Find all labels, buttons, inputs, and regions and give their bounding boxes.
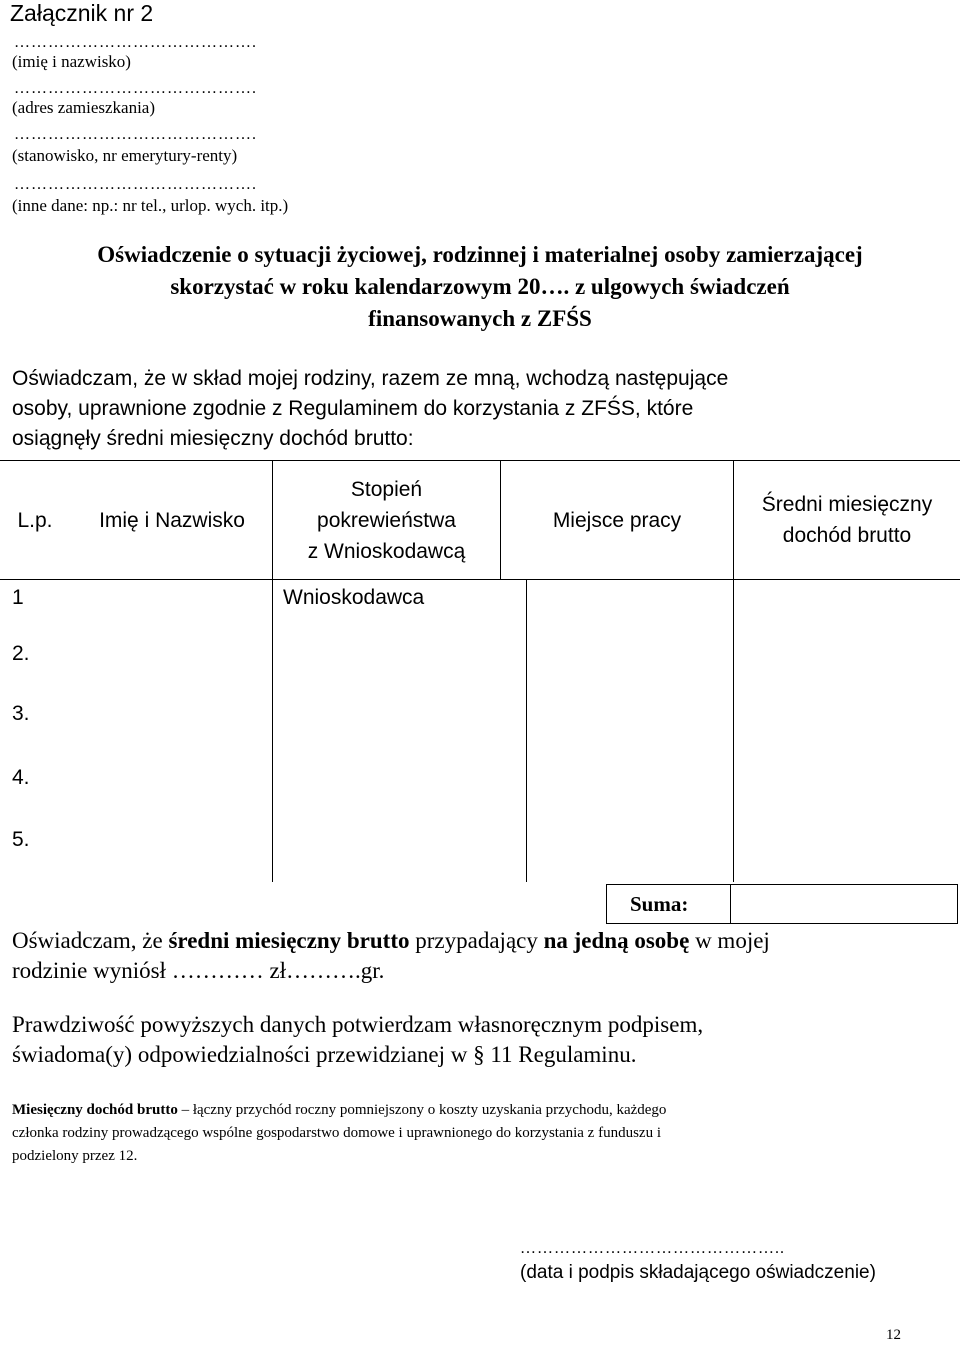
other-data-dots: ……………………………………. [14, 176, 257, 193]
row-1-lp: 1 [12, 586, 24, 609]
definition-term: Miesięczny dochód brutto [12, 1102, 178, 1118]
header-workplace: Miejsce pracy [552, 508, 682, 532]
sum-value-field[interactable] [734, 886, 956, 922]
definition-text: – łączny przychód roczny pomniejszony o koszty uzyskania przychodu, każdego [177, 1102, 667, 1118]
declaration-text: Oświadczam, że [12, 928, 169, 953]
declaration-bold-per-person: na jedną osobę [543, 928, 690, 953]
sum-divider [730, 884, 731, 924]
intro-line-3: osiągnęły średni miesięczny dochód brutto: [12, 427, 414, 450]
form-title-line-3: finansowanych z ZFŚS [368, 306, 592, 331]
header-income-line-1: Średni miesięczny [761, 493, 933, 516]
table-top-border [0, 460, 960, 461]
truth-line-1: Prawdziwość powyższych danych potwierdzam własnoręcznym podpisem, [12, 1012, 704, 1037]
header-relation-line-3: z Wnioskodawcą [307, 540, 466, 563]
form-title-line-2: skorzystać w roku kalendarzowym 20…. z ulgowych świadczeń [170, 274, 790, 299]
intro-line-2: osoby, uprawnione zgodnie z Regulaminem do korzystania z ZFŚS, które [12, 397, 694, 420]
position-dots: ……………………………………. [14, 126, 257, 143]
position-label: (stanowisko, nr emerytury-renty) [12, 146, 238, 165]
declaration-text: w mojej [689, 928, 770, 953]
address-dots: ……………………………………. [14, 80, 257, 97]
definition-line-1 [12, 1102, 666, 1119]
page-number: 12 [886, 1327, 901, 1343]
address-label: (adres zamieszkania) [12, 98, 155, 117]
declaration-line-2: rodzinie wyniósł ………… zł……….gr. [12, 958, 385, 983]
truth-line-2: świadoma(y) odpowiedzialności przewidzianej w § 11 Regulaminu. [12, 1042, 637, 1067]
definition-line-3: podzielony przez 12. [12, 1148, 138, 1164]
row-2-lp: 2. [12, 642, 30, 665]
table-column-divider [526, 579, 527, 882]
definition-line-2: członka rodziny prowadzącego wspólne gospodarstwo domowe i uprawnionego do korzystania z funduszu i [12, 1125, 661, 1141]
header-income-line-2: dochód brutto [782, 524, 912, 547]
row-3-lp: 3. [12, 702, 30, 725]
intro-line-1: Oświadczam, że w skład mojej rodziny, razem ze mną, wchodzą następujące [12, 367, 729, 390]
signature-dots: ……………………………………….. [520, 1240, 785, 1257]
name-label: (imię i nazwisko) [12, 52, 131, 71]
row-5-lp: 5. [12, 828, 30, 851]
row-4-lp: 4. [12, 766, 30, 789]
header-relation-line-2: pokrewieństwa [317, 509, 456, 532]
declaration-text: przypadający [409, 928, 544, 953]
header-relation-line-1: Stopień [350, 478, 423, 501]
annex-title: Załącznik nr 2 [10, 0, 154, 26]
table-header-bottom-border [0, 579, 960, 580]
sum-label: Suma: [630, 892, 689, 916]
name-dots: ……………………………………. [14, 34, 257, 51]
other-data-label: (inne dane: np.: nr tel., urlop. wych. itp.) [12, 196, 289, 215]
form-title-line-1: Oświadczenie o sytuacji życiowej, rodzinnej i materialnej osoby zamierzającej [97, 242, 863, 267]
declaration-bold-income: średni miesięczny brutto [168, 928, 410, 953]
header-name: Imię i Nazwisko [99, 508, 245, 532]
header-lp: L.p. [17, 508, 53, 532]
row-1-relation: Wnioskodawca [283, 586, 425, 609]
declaration-line-1 [12, 928, 770, 954]
signature-label: (data i podpis składającego oświadczenie) [520, 1262, 876, 1283]
